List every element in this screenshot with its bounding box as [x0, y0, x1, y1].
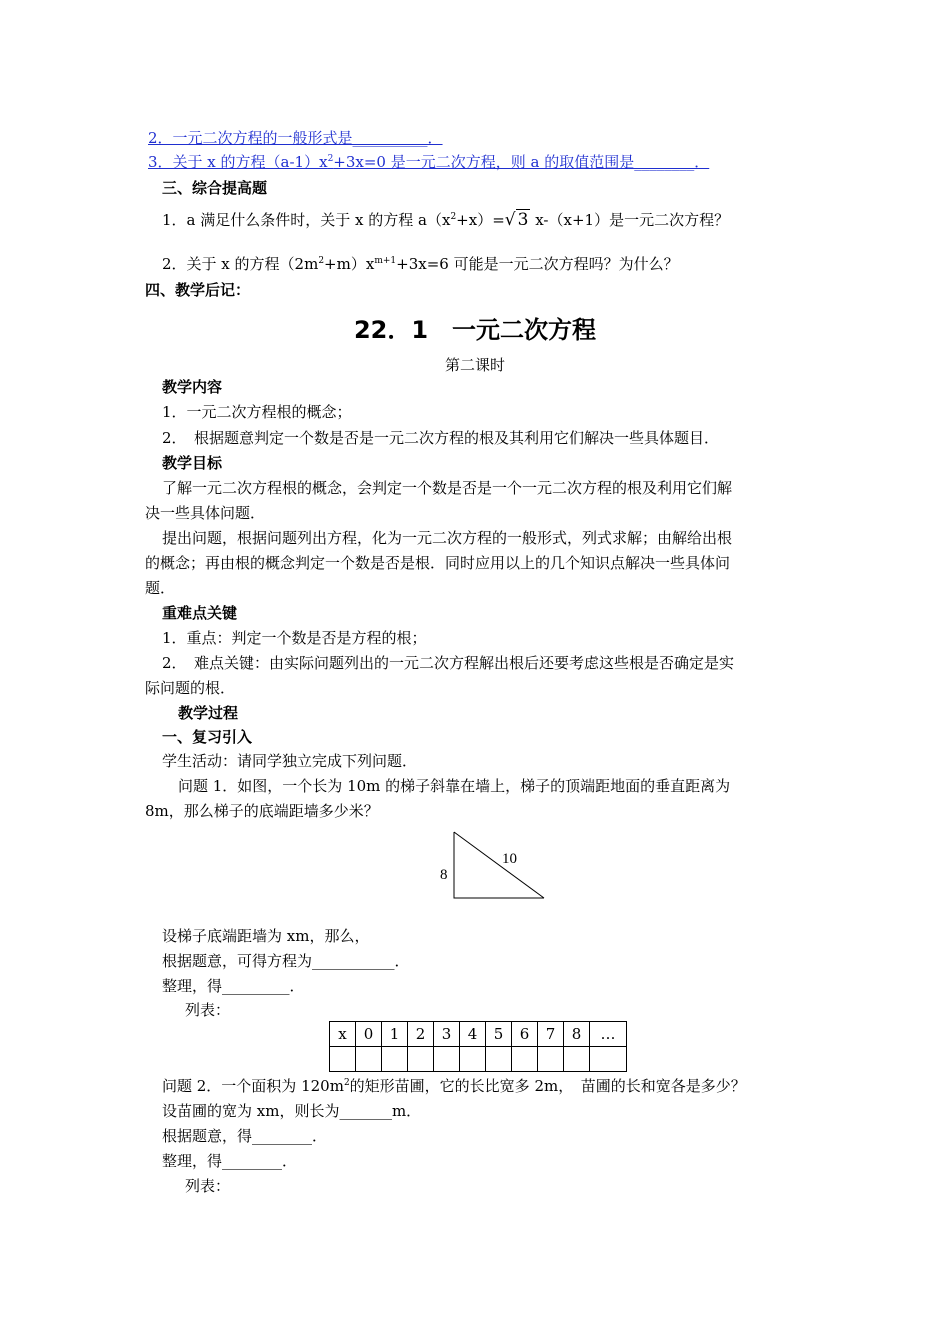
value-table: [329, 1021, 627, 1072]
exercise-q2-text: 2．一元二次方程的一般形式是__________．: [148, 129, 443, 147]
review-heading: 一、复习引入: [162, 728, 253, 746]
goal-1b: 决一些具体问题．: [145, 504, 266, 522]
item2-text-post: +3x=6 可能是一元二次方程吗？为什么？: [396, 255, 679, 273]
sqrt-symbol: √ 3: [504, 210, 529, 230]
table-cell-empty: [590, 1047, 627, 1072]
item2-sup1: 2: [318, 256, 325, 266]
table-cell: 0: [356, 1022, 382, 1047]
goal-2c: 题．: [145, 579, 176, 597]
table-cell-empty: [356, 1047, 382, 1072]
table-cell: 5: [486, 1022, 512, 1047]
side-label: 8: [440, 867, 448, 883]
hypotenuse-label: 10: [502, 851, 517, 867]
problem1-tidy: 整理，得_________．: [162, 977, 305, 995]
key-item-1: 1．重点：判定一个数是否是方程的根；: [162, 629, 427, 647]
problem2-equation: 根据题意，得________．: [162, 1127, 328, 1145]
table-cell: 1: [382, 1022, 408, 1047]
table-cell: 6: [512, 1022, 538, 1047]
item1-text-mid: +x）=: [456, 211, 505, 229]
table-cell-empty: [330, 1047, 356, 1072]
table-cell: 4: [460, 1022, 486, 1047]
table-empty-row: [330, 1047, 627, 1072]
list-label-1: 列表：: [185, 1001, 231, 1019]
table-cell-empty: [434, 1047, 460, 1072]
problem1-line-b: 8m，那么梯子的底端距墙多少米？: [145, 802, 379, 820]
problem2-tidy: 整理，得________．: [162, 1152, 298, 1170]
lesson-subtitle: 第二课时: [444, 356, 505, 374]
student-activity: 学生活动：请同学独立完成下列问题．: [162, 752, 418, 770]
item2-text-mid: +m）x: [324, 255, 375, 273]
section3-item1: [162, 210, 729, 230]
problem2-text-pre: 问题 2．一个面积为 120m: [162, 1077, 344, 1095]
table-cell-empty: [564, 1047, 590, 1072]
problem2-sup: 2: [343, 1078, 350, 1088]
item2-text-pre: 2．关于 x 的方程（2m: [162, 255, 319, 273]
problem2-text-post: 的矩形苗圃，它的长比宽多 2m， 苗圃的长和宽各是多少？: [349, 1077, 746, 1095]
problem1-line-a: 问题 1．如图，一个长为 10m 的梯子斜靠在墙上，梯子的顶端距地面的垂直距离为: [178, 777, 731, 795]
lesson-title: 22．1 一元二次方程: [353, 316, 597, 344]
table-cell: …: [590, 1022, 627, 1047]
sqrt-value: 3: [517, 210, 529, 230]
exercise-q3-text-pre: 3．关于 x 的方程（a-1）x: [148, 153, 328, 171]
exercise-q3-text-post: +3x=0 是一元二次方程，则 a 的取值范围是________．: [333, 153, 710, 171]
table-cell-empty: [486, 1047, 512, 1072]
item1-text-post: x-（x+1）是一元二次方程？: [535, 211, 730, 229]
item1-text-pre: 1．a 满足什么条件时，关于 x 的方程 a（x: [162, 211, 451, 229]
goal-2b: 的概念；再由根的概念判定一个数是否是根．同时应用以上的几个知识点解决一些具体问: [145, 554, 731, 572]
triangle-hypotenuse: [454, 832, 544, 898]
section3-heading: 三、综合提高题: [162, 179, 268, 197]
goal-2a: 提出问题，根据问题列出方程，化为一元二次方程的一般形式，列式求解；由解给出根: [162, 529, 733, 547]
problem2-setup: 设苗圃的宽为 xm，则长为_______m．: [162, 1102, 422, 1120]
item1-sup: 2: [450, 212, 457, 222]
section3-item2: [162, 254, 679, 274]
table-cell-empty: [382, 1047, 408, 1072]
key-item-2a: 2． 难点关键：由实际问题列出的一元二次方程解出根后还要考虑这些根是否确定是实: [162, 654, 735, 672]
item2-sup2: m+1: [374, 256, 397, 266]
table-cell: 7: [538, 1022, 564, 1047]
key-heading: 重难点关键: [162, 604, 238, 622]
content-item-1: 1．一元二次方程根的概念；: [162, 403, 352, 421]
exercise-q3: [148, 152, 709, 172]
table-header-row: [330, 1022, 627, 1047]
content-item-2: 2． 根据题意判定一个数是否是一元二次方程的根及其利用它们解决一些具体题目．: [162, 429, 720, 447]
section4-heading: 四、教学后记：: [145, 281, 251, 299]
problem2-line: [162, 1076, 746, 1096]
process-heading: 教学过程: [178, 704, 239, 722]
table-cell: 3: [434, 1022, 460, 1047]
table-cell-empty: [512, 1047, 538, 1072]
exercise-q3-sup: 2: [327, 154, 334, 164]
exercise-q2: [148, 128, 443, 148]
table-cell-empty: [538, 1047, 564, 1072]
problem1-equation: 根据题意，可得方程为___________．: [162, 952, 410, 970]
key-item-2b: 际问题的根．: [145, 679, 236, 697]
table-cell: x: [330, 1022, 356, 1047]
table-cell-empty: [408, 1047, 434, 1072]
ladder-triangle-figure: [430, 826, 560, 906]
content-heading: 教学内容: [162, 378, 223, 396]
goal-1a: 了解一元二次方程根的概念，会判定一个数是否是一个一元二次方程的根及利用它们解: [162, 479, 733, 497]
list-label-2: 列表：: [185, 1177, 231, 1195]
table-cell: 2: [408, 1022, 434, 1047]
goal-heading: 教学目标: [162, 454, 223, 472]
table-cell: 8: [564, 1022, 590, 1047]
table-cell-empty: [460, 1047, 486, 1072]
problem1-setup: 设梯子底端距墙为 xm，那么，: [162, 927, 370, 945]
